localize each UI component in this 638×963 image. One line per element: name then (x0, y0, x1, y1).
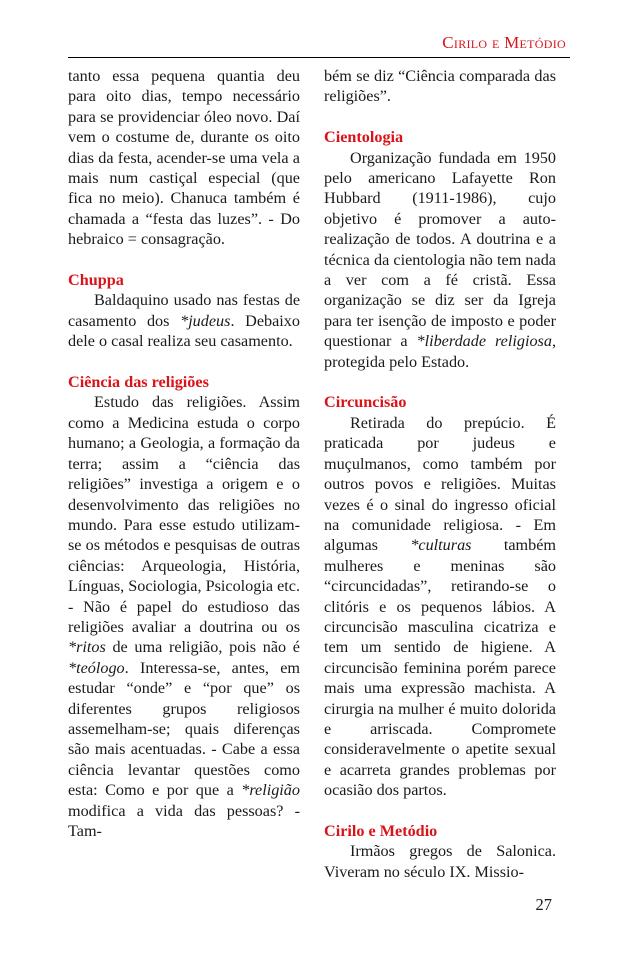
cross-reference: *religião (241, 781, 300, 800)
entry-cirilo-e-metodio (324, 821, 556, 882)
continuation-text: tanto essa pequena quantia deu para oito dias, tempo necessário para se providenciar óleo novo. Daí vem o costume de, durante os oito dias da festa, acender-se uma vela a mais num castiçal especial (que fica no meio). Chanuca também é chamada a “festa das luzes”. - Do hebraico = consagração. (68, 67, 300, 249)
body-text: de uma religião, pois não é (105, 638, 300, 657)
cross-reference: *liberdade religiosa (416, 332, 552, 351)
entry-title: Ciência das religiões (68, 373, 209, 392)
header-rule (68, 57, 570, 58)
spacer (324, 801, 556, 821)
continuation-text: bém se diz “Ciência comparada das religiões”. (324, 67, 556, 106)
body-text: também mulheres e meninas são “circuncidadas”, retirando-se o clitóris e os pequenos lábios. A circuncisão masculina cicatriza e tem um sentido de higiene. A circuncisão feminina porém parece mais uma expressão machista. A cirurgia na mulher é muito dolorida e arriscada. Compromete consideravelmente o apetite sexual e acarreta grandes problemas por ocasião dos partos. (324, 536, 556, 800)
spacer (324, 107, 556, 127)
running-head: Cirilo e Metódio (442, 33, 566, 52)
body-text: modifica a vida das pessoas? - Tam- (68, 801, 300, 840)
body-text: . Debaixo dele o casal realiza seu casamento. (68, 311, 300, 351)
entry-title: Circuncisão (324, 393, 407, 412)
body-text: , protegida pelo Estado. (324, 332, 556, 371)
entry-circuncisao (324, 392, 556, 800)
body-text: Estudo das religiões. Assim como a Medicina estuda o corpo humano; a Geologia, a formação da terra; assim a “ciência das religiões” investiga a origem e o desenvolvimento das religiões no mundo. Para esse estudo utilizam-se os métodos e pesquisas de outras ciências: Arqueologia, História, Línguas, Sociologia, Psicologia etc. - Não é papel do estudioso das religiões avaliar a doutrina ou os (68, 393, 300, 636)
cross-reference: *culturas (410, 536, 472, 555)
entry-title: Chuppa (68, 271, 124, 290)
right-column (324, 66, 556, 882)
spacer (68, 352, 300, 372)
entry-chuppa (68, 270, 300, 352)
entry-body (68, 392, 300, 841)
cross-reference: *ritos (68, 638, 106, 657)
entry-title: Cientologia (324, 128, 404, 147)
body-text: Organização fundada em 1950 pelo americano Lafayette Ron Hubbard (1911-1986), cujo objetivo é promover a auto-realização de todos. A doutrina e a técnica da cientologia não tem nada a ver com a fé cristã. Essa organização se diz ser da Igreja para ter isenção de imposto e poder questionar a (324, 148, 556, 351)
entry-cientologia (324, 127, 556, 372)
spacer (68, 250, 300, 270)
entry-body (324, 148, 556, 372)
entry-body (68, 290, 300, 351)
page-number: 27 (535, 895, 552, 914)
body-text: Baldaquino usado nas festas de casamento dos (68, 291, 300, 330)
body-text: . Interessa-se, antes, em estudar “onde” e “por que” os diferentes grupos religiosos assemelham-se; quais diferenças são mais acentuadas. - Cabe a essa ciência levantar questões como esta: Como e por que a (68, 658, 300, 800)
cross-reference: *judeus (180, 311, 231, 330)
entry-title: Cirilo e Metódio (324, 821, 438, 840)
entry-body: Irmãos gregos de Salonica. Viveram no século IX. Missio- (324, 842, 556, 881)
entry-body (324, 413, 556, 801)
spacer (324, 372, 556, 392)
cross-reference: *teólogo (68, 658, 125, 677)
left-column (68, 66, 300, 841)
body-text: Retirada do prepúcio. É praticada por judeus e muçulmanos, como também por outros povos e religiões. Muitas vezes é o sinal do ingresso oficial na comunidade religiosa. - Em algumas (324, 413, 556, 555)
entry-ciencia-das-religioes (68, 372, 300, 841)
